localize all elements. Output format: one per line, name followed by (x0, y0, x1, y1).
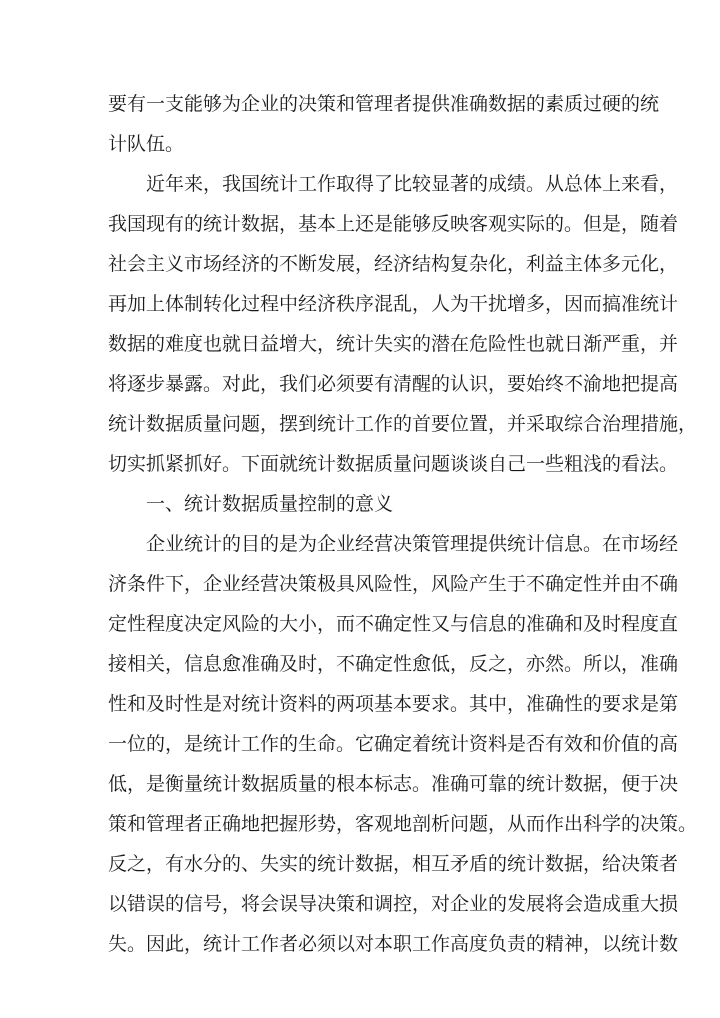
text-line: 再加上体制转化过程中经济秩序混乱，人为干扰增多，因而搞准统计 (108, 293, 679, 315)
text-line: 计队伍。 (108, 133, 185, 155)
text-line: 接相关，信息愈准确及时，不确定性愈低，反之，亦然。所以，准确 (108, 653, 679, 675)
text-line: 数据的难度也就日益增大，统计失实的潜在危险性也就日渐严重，并 (108, 333, 679, 355)
text-line: 低，是衡量统计数据质量的根本标志。准确可靠的统计数据，便于决 (108, 773, 679, 795)
text-line: 定性程度决定风险的大小，而不确定性又与信息的准确和及时程度直 (108, 613, 679, 635)
paragraph-start-line: 近年来，我国统计工作取得了比较显著的成绩。从总体上来看， (146, 173, 679, 195)
text-line: 要有一支能够为企业的决策和管理者提供准确数据的素质过硬的统 (108, 93, 660, 115)
text-line: 切实抓紧抓好。下面就统计数据质量问题谈谈自己一些粗浅的看法。 (108, 453, 679, 475)
section-heading: 一、统计数据质量控制的意义 (146, 493, 394, 515)
text-line: 反之，有水分的、失实的统计数据，相互矛盾的统计数据，给决策者 (108, 853, 679, 875)
text-line: 将逐步暴露。对此，我们必须要有清醒的认识，要始终不渝地把提高 (108, 373, 679, 395)
text-line: 以错误的信号，将会误导决策和调控，对企业的发展将会造成重大损 (108, 893, 679, 915)
text-line: 策和管理者正确地把握形势，客观地剖析问题，从而作出科学的决策。 (108, 813, 698, 835)
paragraph-start-line: 企业统计的目的是为企业经营决策管理提供统计信息。在市场经 (146, 533, 679, 555)
text-line: 失。因此，统计工作者必须以对本职工作高度负责的精神，以统计数 (108, 933, 679, 955)
text-line: 济条件下，企业经营决策极具风险性，风险产生于不确定性并由不确 (108, 573, 679, 595)
text-line: 性和及时性是对统计资料的两项基本要求。其中，准确性的要求是第 (108, 693, 679, 715)
text-line: 社会主义市场经济的不断发展，经济结构复杂化，利益主体多元化， (108, 253, 679, 275)
text-line: 我国现有的统计数据，基本上还是能够反映客观实际的。但是，随着 (108, 213, 679, 235)
text-line: 统计数据质量问题，摆到统计工作的首要位置，并采取综合治理措施， (108, 413, 698, 435)
text-line: 一位的，是统计工作的生命。它确定着统计资料是否有效和价值的高 (108, 733, 679, 755)
document-body (108, 84, 698, 964)
